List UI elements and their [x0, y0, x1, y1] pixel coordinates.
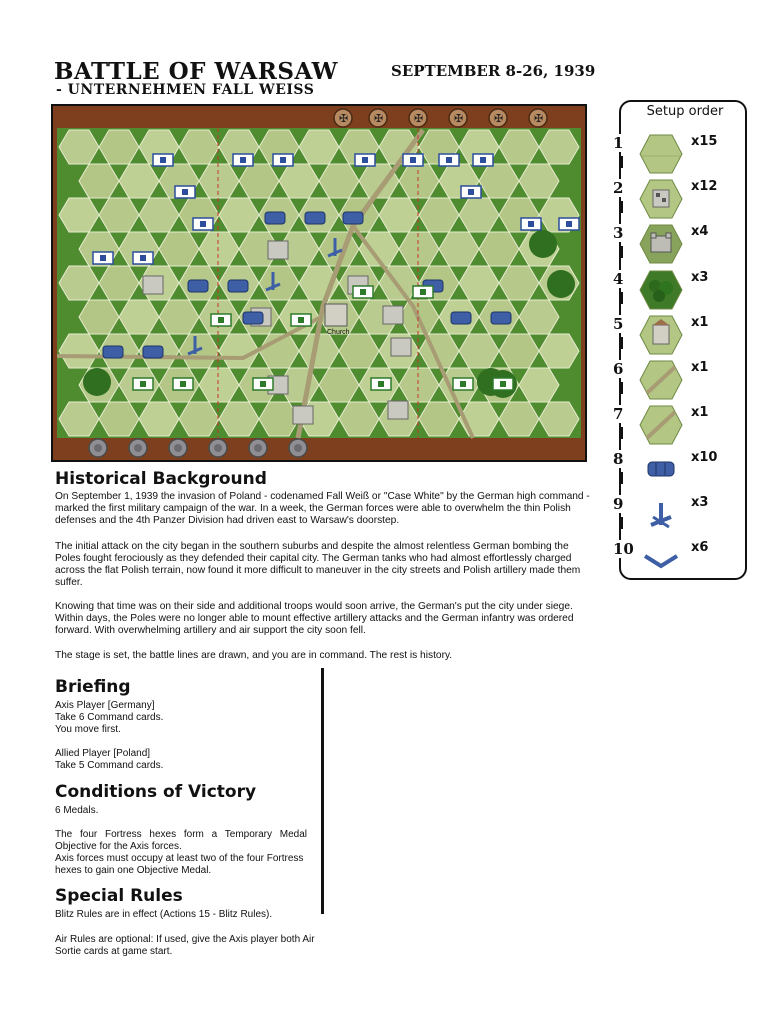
setup-count: x1 — [691, 405, 709, 420]
scenario-subtitle: - UNTERNEHMEN FALL WEISS — [56, 82, 315, 98]
setup-row — [613, 495, 749, 537]
axis-unit-figure — [100, 255, 106, 261]
setup-connector — [620, 427, 623, 439]
allied-eagle-icon — [254, 444, 262, 452]
sandbag-icon — [305, 212, 325, 224]
setup-row — [613, 540, 749, 582]
briefing-heading: Briefing — [55, 677, 131, 697]
allied-unit-figure — [460, 381, 466, 387]
town-building — [268, 241, 288, 259]
town-building — [391, 338, 411, 356]
column-divider — [321, 668, 324, 914]
allied-eagle-icon — [94, 444, 102, 452]
axis-unit-figure — [140, 255, 146, 261]
battle-map-svg — [53, 106, 585, 460]
setup-connector — [620, 472, 623, 484]
allied-unit-figure — [260, 381, 266, 387]
setup-count: x4 — [691, 224, 709, 239]
allied-unit-figure — [298, 317, 304, 323]
allied-unit-figure — [378, 381, 384, 387]
sandbag-icon — [639, 450, 683, 490]
special-heading: Special Rules — [55, 886, 183, 906]
sandbag-icon — [243, 312, 263, 324]
axis-unit-figure — [200, 221, 206, 227]
setup-row — [613, 134, 749, 176]
axis-unit-figure — [480, 157, 486, 163]
historical-paragraph-1: On September 1, 1939 the invasion of Poland - codenamed Fall Weiß or "Case White" by the German high command - marked the first military campaign of the war. In a week, the German forces were able to overwhelm the thin Polish defenses and the 4th Panzer Division had driven east to Warsaw's doorstep. — [55, 491, 590, 526]
setup-connector — [620, 201, 623, 213]
setup-row — [613, 360, 749, 402]
setup-row — [613, 315, 749, 357]
allied-unit-figure — [500, 381, 506, 387]
setup-connector — [620, 246, 623, 258]
sandbag-icon — [228, 280, 248, 292]
setup-connector — [620, 292, 623, 304]
setup-connector — [620, 382, 623, 394]
scenario-title: BATTLE OF WARSAW — [54, 58, 338, 85]
scenario-date: SEPTEMBER 8-26, 1939 — [391, 62, 596, 80]
axis-unit-figure — [362, 157, 368, 163]
allied-player: Allied Player [Poland] — [55, 748, 151, 759]
axis-player: Axis Player [Germany] — [55, 700, 155, 711]
wire-icon — [639, 540, 683, 580]
allied-eagle-icon — [134, 444, 142, 452]
axis-first: You move first. — [55, 724, 121, 735]
road-hex-icon — [639, 405, 683, 445]
axis-unit-figure — [280, 157, 286, 163]
setup-row — [613, 270, 749, 312]
setup-order-title: Setup order — [646, 104, 724, 119]
countryside-hex-icon — [639, 134, 683, 174]
sandbag-icon — [343, 212, 363, 224]
road-hex-icon — [639, 360, 683, 400]
allied-unit-figure — [180, 381, 186, 387]
historical-paragraph-2: The initial attack on the city began in the southern suburbs and despite the almost relentless German bombing the Poles fought ferociously as they defended their capital city. The German tanks who had almost effortlessly charged across the flat Polish terrain, now found it more difficult to maneuver in the city streets and Polish artillery made them suffer. — [55, 541, 581, 588]
setup-count: x1 — [691, 360, 709, 375]
church-building — [325, 304, 347, 326]
setup-connector — [620, 337, 623, 349]
allied-eagle-icon — [214, 444, 222, 452]
allied-unit-figure — [218, 317, 224, 323]
hedgehog-icon — [639, 495, 683, 535]
town-building — [143, 276, 163, 294]
allied-unit-figure — [420, 289, 426, 295]
setup-row — [613, 405, 749, 447]
church-hex-icon — [639, 315, 683, 355]
forest-hex-icon — [639, 270, 683, 310]
setup-row — [613, 224, 749, 266]
historical-paragraph-3: Knowing that time was on their side and additional troops would soon arrive, the German's put the city under siege. Within days, the Poles were no longer able to mount effective artillery attacks and the German infantry was ordered forward. With overwhelming artillery and air support the city soon fell. — [55, 601, 574, 636]
setup-row — [613, 450, 749, 492]
setup-connector — [620, 156, 623, 168]
axis-cross-icon: ✠ — [534, 112, 544, 125]
axis-unit-figure — [410, 157, 416, 163]
axis-unit-figure — [240, 157, 246, 163]
axis-unit-figure — [446, 157, 452, 163]
setup-order-panel — [613, 100, 747, 580]
axis-cross-icon: ✠ — [454, 112, 464, 125]
setup-count: x3 — [691, 270, 709, 285]
sandbag-icon — [143, 346, 163, 358]
battle-map — [51, 104, 587, 462]
special-rule-1: Blitz Rules are in effect (Actions 15 - Blitz Rules). — [55, 909, 273, 920]
axis-unit-figure — [182, 189, 188, 195]
setup-step-number: 6 — [613, 360, 635, 378]
town-hex-icon — [639, 179, 683, 219]
allied-eagle-icon — [174, 444, 182, 452]
setup-count: x10 — [691, 450, 718, 465]
setup-step-number: 4 — [613, 270, 635, 288]
setup-step-number: 7 — [613, 405, 635, 423]
setup-connector — [620, 517, 623, 529]
victory-rule-2: Axis forces must occupy at least two of the four Fortress hexes to gain one Objective Medal. — [55, 853, 304, 876]
forest-clump — [547, 270, 575, 298]
allied-unit-figure — [140, 381, 146, 387]
forest-clump — [83, 368, 111, 396]
forest-clump — [529, 230, 557, 258]
axis-unit-figure — [160, 157, 166, 163]
axis-unit-figure — [468, 189, 474, 195]
allied-unit-figure — [360, 289, 366, 295]
setup-count: x15 — [691, 134, 718, 149]
setup-step-number: 1 — [613, 134, 635, 152]
historical-paragraph-4: The stage is set, the battle lines are drawn, and you are in command. The rest is history. — [55, 650, 453, 661]
setup-count: x1 — [691, 315, 709, 330]
town-building — [293, 406, 313, 424]
sandbag-icon — [265, 212, 285, 224]
setup-count: x12 — [691, 179, 718, 194]
victory-medals: 6 Medals. — [55, 805, 99, 816]
victory-rule-1: The four Fortress hexes form a Temporary Medal Objective for the Axis forces. — [55, 829, 307, 852]
victory-heading: Conditions of Victory — [55, 782, 257, 802]
axis-unit-figure — [566, 221, 572, 227]
sandbag-icon — [491, 312, 511, 324]
setup-row — [613, 179, 749, 221]
setup-count: x3 — [691, 495, 709, 510]
town-building — [383, 306, 403, 324]
setup-step-number: 2 — [613, 179, 635, 197]
church-label: Church — [327, 329, 350, 336]
axis-cross-icon: ✠ — [494, 112, 504, 125]
setup-step-number: 10 — [613, 540, 634, 558]
setup-step-number: 3 — [613, 224, 635, 242]
axis-cross-icon: ✠ — [374, 112, 384, 125]
special-rule-2: Air Rules are optional: If used, give the Axis player both Air Sortie cards at game start. — [55, 934, 315, 957]
setup-count: x6 — [691, 540, 709, 555]
axis-cross-icon: ✠ — [414, 112, 424, 125]
sandbag-icon — [103, 346, 123, 358]
axis-unit-figure — [528, 221, 534, 227]
setup-step-number: 8 — [613, 450, 635, 468]
historical-heading: Historical Background — [55, 469, 267, 489]
axis-cards: Take 6 Command cards. — [55, 712, 164, 723]
town-building — [388, 401, 408, 419]
allied-cards: Take 5 Command cards. — [55, 760, 164, 771]
setup-step-number: 5 — [613, 315, 635, 333]
setup-step-number: 9 — [613, 495, 635, 513]
axis-cross-icon: ✠ — [339, 112, 349, 125]
allied-eagle-icon — [294, 444, 302, 452]
sandbag-icon — [451, 312, 471, 324]
fortress-hex-icon — [639, 224, 683, 264]
sandbag-icon — [188, 280, 208, 292]
